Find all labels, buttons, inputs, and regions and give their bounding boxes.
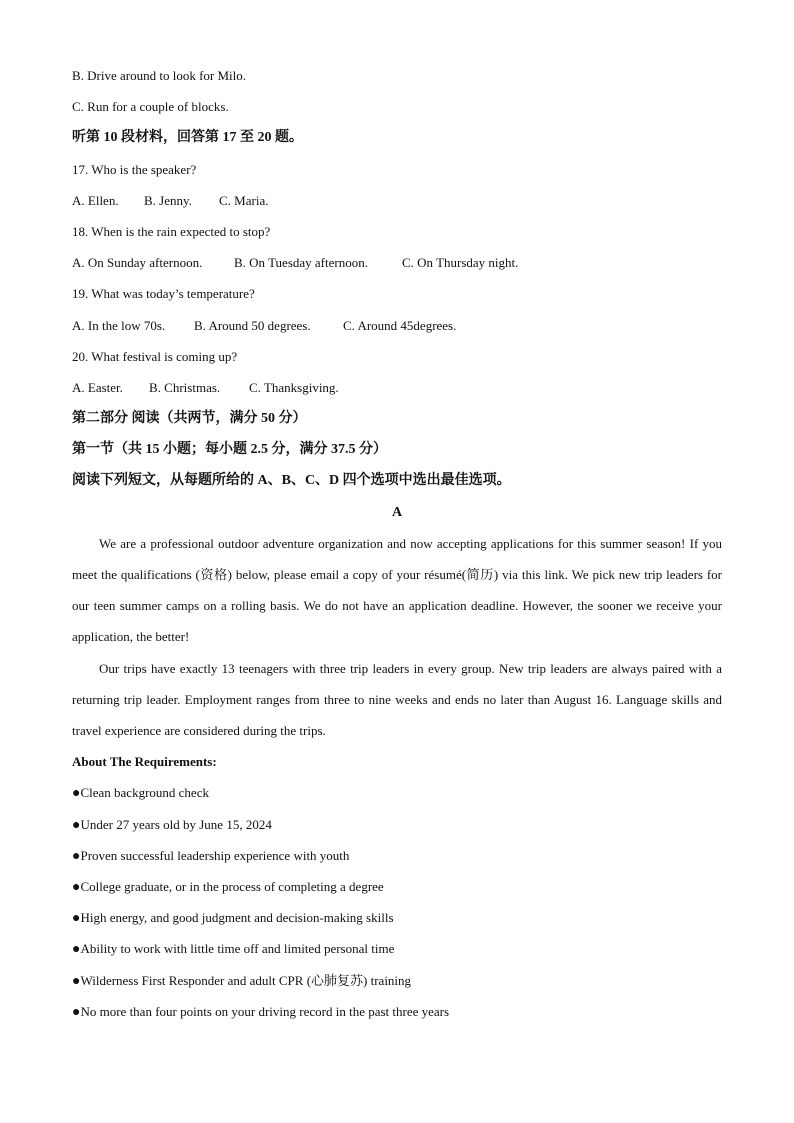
- q18-options: [72, 247, 722, 278]
- reading-part-heading: 第二部分 阅读（共两节，满分 50 分）: [72, 411, 307, 427]
- requirement-text: Proven successful leadership experience with youth: [80, 847, 350, 863]
- requirement-text: College graduate, or in the process of completing a degree: [80, 878, 384, 894]
- q20-options: [72, 372, 722, 403]
- document-page: [72, 60, 722, 1027]
- q20-option-c: C. Thanksgiving.: [249, 379, 339, 395]
- requirement-item: [72, 777, 722, 808]
- q19-option-a: A. In the low 70s.: [72, 317, 166, 333]
- q19-option-c: C. Around 45degrees.: [343, 317, 457, 333]
- reading-section-heading: 第一节（共 15 小题；每小题 2.5 分，满分 37.5 分）: [72, 442, 387, 458]
- requirement-text: No more than four points on your driving record in the past three years: [80, 1003, 450, 1019]
- requirement-item: [72, 902, 722, 933]
- q18-option-c: C. On Thursday night.: [402, 255, 519, 271]
- requirement-text: High energy, and good judgment and decision-making skills: [80, 910, 394, 926]
- requirement-item: [72, 840, 722, 871]
- q20-stem: 20. What festival is coming up?: [72, 348, 238, 364]
- q19-options: [72, 310, 722, 341]
- q19-stem: 19. What was today’s temperature?: [72, 286, 255, 302]
- requirement-item: [72, 996, 722, 1027]
- passage-paragraph-1: We are a professional outdoor adventure organization and now accepting applications for this summer season! If you meet the qualifications (资格) below, please email a copy of your résumé(简历) via this link. We pick new trip leaders for our teen summer camps on a rolling basis. We do not have an application deadline. However, the sooner we receive your application, the better!: [72, 535, 722, 645]
- q20-option-b: B. Christmas.: [149, 379, 221, 395]
- requirement-item: [72, 809, 722, 840]
- q17-option-a: A. Ellen.: [72, 192, 119, 208]
- q16-option-b: B. Drive around to look for Milo.: [72, 68, 247, 83]
- passage-title: A: [391, 504, 403, 520]
- requirement-item: [72, 933, 722, 964]
- passage-paragraph-2: Our trips have exactly 13 teenagers with three trip leaders in every group. New trip leaders are always paired with a returning trip leader. Employment ranges from three to nine weeks and ends no later than August 16. Language skills and travel experience are considered during the trips.: [72, 660, 722, 739]
- requirement-item: [72, 871, 722, 902]
- requirements-heading: About The Requirements:: [72, 754, 217, 770]
- q17-options: [72, 185, 722, 216]
- q17-option-b: B. Jenny.: [144, 192, 192, 208]
- q17-stem: 17. Who is the speaker?: [72, 161, 197, 177]
- requirement-text: Ability to work with little time off and limited personal time: [80, 941, 395, 957]
- requirement-text: Clean background check: [80, 785, 209, 801]
- q19-option-b: B. Around 50 degrees.: [194, 317, 311, 333]
- requirement-text: Under 27 years old by June 15, 2024: [80, 816, 272, 832]
- requirement-text: Wilderness First Responder and adult CPR (心肺复苏) training: [80, 972, 412, 988]
- q18-option-a: A. On Sunday afternoon.: [72, 255, 203, 271]
- requirement-item: [72, 965, 722, 996]
- q20-option-a: A. Easter.: [72, 379, 123, 395]
- q18-option-b: B. On Tuesday afternoon.: [234, 255, 368, 271]
- reading-instruction: 阅读下列短文，从每题所给的 A、B、C、D 四个选项中选出最佳选项。: [72, 473, 511, 489]
- q18-stem: 18. When is the rain expected to stop?: [72, 223, 271, 239]
- q17-option-c: C. Maria.: [219, 192, 269, 208]
- section10-heading: 听第 10 段材料，回答第 17 至 20 题。: [72, 130, 303, 146]
- q16-option-c: C. Run for a couple of blocks.: [72, 99, 229, 115]
